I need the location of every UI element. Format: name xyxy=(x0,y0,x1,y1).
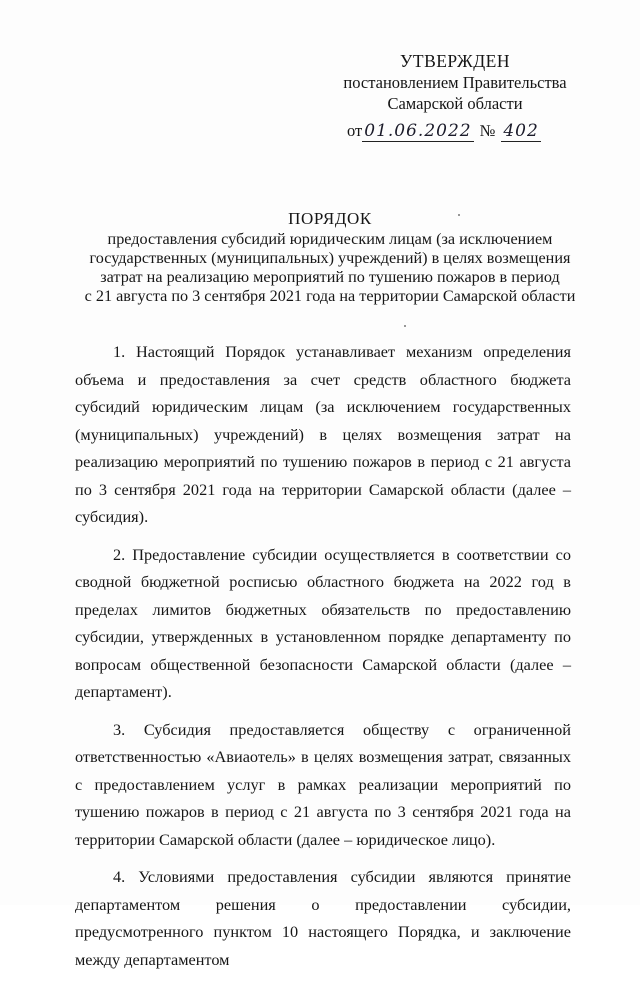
paragraph-4: 4. Условиями предоставления субсидии являются принятие департаментом решения о предоставлении субсидии, предусмотренного пунктом 10 настоящего Порядка, и заключение между департаментом xyxy=(75,867,571,969)
decree-number-handwritten: 402 xyxy=(503,121,539,141)
paragraph-3: 3. Субсидия предоставляется обществу с ограниченной ответственностью «Авиаотель» в целях возмещения затрат, связанных с предоставлением услуг в рамках реализации мероприятий по тушению пожаров в период с 21 августа по 3 сентября 2021 года на территории Самарской области (далее – юридическое лицо). xyxy=(75,719,571,849)
scan-speck xyxy=(458,214,460,216)
paragraph-2: 2. Предоставление субсидии осуществляется в соответствии со сводной бюджетной росписью областного бюджета на 2022 год в пределах лимитов бюджетных обязательств по предоставлению субсидии, утвержденных в установленном порядке департаменту по вопросам общественной безопасности Самарской области (далее – департамент). xyxy=(75,544,571,701)
decree-date-handwritten: 01.06.2022 xyxy=(364,121,472,141)
decree-date-number xyxy=(347,121,541,141)
decree-number-sign: № xyxy=(479,121,496,140)
paragraph-1: 1. Настоящий Порядок устанавливает механизм определения объема и предоставления за счет средств областного бюджета субсидий юридическим лицам (за исключением государственных (муниципальных) учреждений) в целях возмещения затрат на реализацию мероприятий по тушению пожаров в период с 21 августа по 3 сентября 2021 года на территории Самарской области (далее – субсидия). xyxy=(75,342,571,526)
document-body xyxy=(75,338,571,983)
document-title-block xyxy=(60,209,600,306)
scan-speck xyxy=(404,325,406,327)
document-subtitle-line: государственных (муниципальных) учреждений) в целях возмещения xyxy=(89,249,571,267)
decree-from-label: от xyxy=(347,121,363,140)
document-subtitle-line: затрат на реализацию мероприятий по тушению пожаров в период xyxy=(100,268,560,286)
document-subtitle-line: предоставления субсидий юридическим лицам (за исключением xyxy=(107,230,553,248)
document-subtitle-line: с 21 августа по 3 сентября 2021 года на территории Самарской области xyxy=(84,287,576,305)
approval-title: УТВЕРЖДЕН xyxy=(399,51,510,71)
approval-line-1: постановлением Правительства xyxy=(343,73,567,92)
approval-block xyxy=(300,51,610,114)
approval-line-2: Самарской области xyxy=(387,94,523,113)
document-heading: ПОРЯДОК xyxy=(288,209,372,228)
